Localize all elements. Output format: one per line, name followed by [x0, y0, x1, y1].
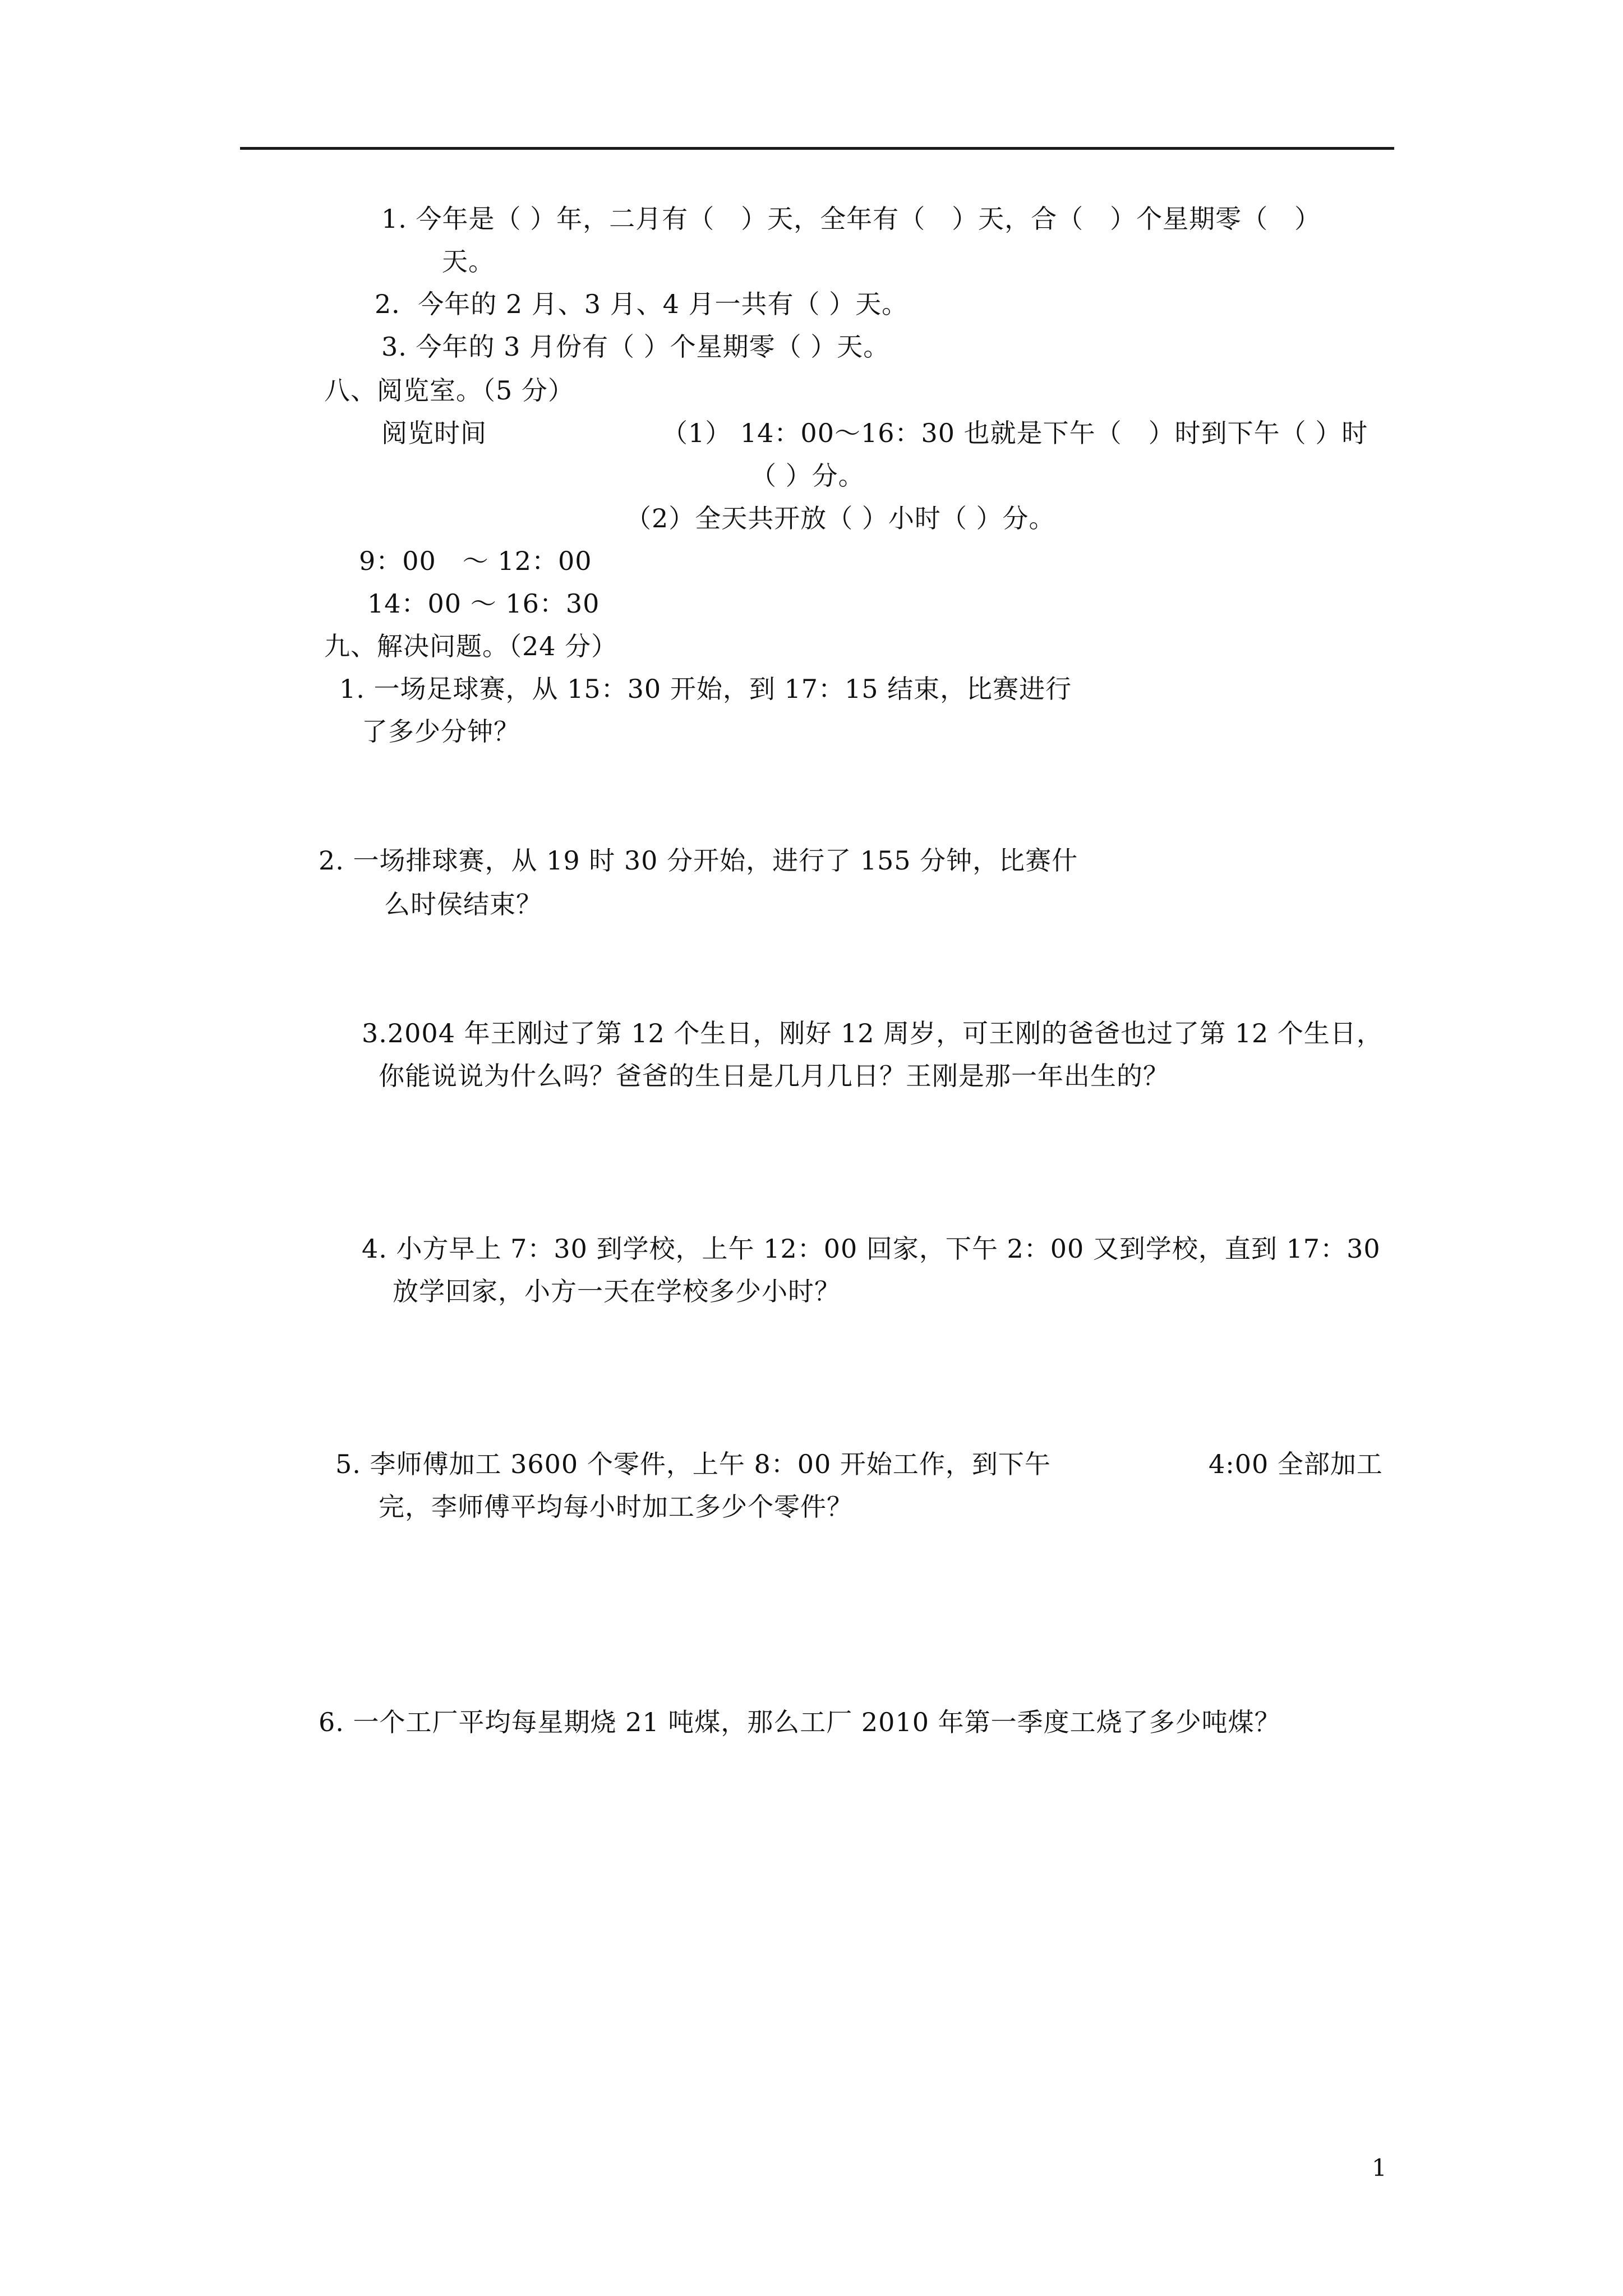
page-number: 1: [1372, 2154, 1387, 2182]
s8-table-label: 阅览时间: [381, 418, 487, 448]
s9-p3-line1: 3.2004 年王刚过了第 12 个生日，刚好 12 周岁，可王刚的爸爸也过了第 12 个生日，: [362, 1018, 1383, 1048]
s8-q2: （2）全天共开放（ ）小时（ ）分。: [625, 503, 1055, 533]
s9-p2-line2: 么时侯结束？: [384, 889, 542, 919]
s9-p6: 6. 一个工厂平均每星期烧 21 吨煤，那么工厂 2010 年第一季度工烧了多少吨煤？: [319, 1707, 1281, 1737]
header-rule: [240, 147, 1394, 150]
s8-q1-line2: （ ）分。: [750, 461, 865, 491]
s7-q3: 3. 今年的 3 月份有（ ）个星期零（ ）天。: [381, 332, 890, 362]
s9-p1-line2: 了多少分钟？: [362, 716, 520, 747]
s9-p4-line2: 放学回家，小方一天在学校多少小时？: [393, 1276, 841, 1306]
s9-p3-line2: 你能说说为什么吗？爸爸的生日是几月几日？王刚是那一年出生的？: [379, 1061, 1169, 1091]
s8-q1-line1: （1） 14：00～16：30 也就是下午（ ）时到下午（ ）时: [662, 418, 1368, 448]
s9-heading: 九、解决问题。（24 分）: [324, 631, 618, 661]
s7-q1-line2: 天。: [442, 246, 495, 277]
s8-heading: 八、阅览室。（5 分）: [324, 375, 574, 406]
s8-time2: 14：00 ～ 16：30: [367, 588, 600, 619]
s9-p5-line2: 完，李师傅平均每小时加工多少个零件？: [379, 1492, 853, 1522]
s8-time1: 9：00 ～ 12：00: [359, 546, 592, 576]
s9-p1-line1: 1. 一场足球赛，从 15：30 开始，到 17：15 结束，比赛进行: [339, 674, 1072, 704]
s7-q2: 2．今年的 2 月、3 月、4 月一共有（ ）天。: [375, 289, 909, 319]
s9-p5-line1b: 4:00 全部加工: [1209, 1449, 1383, 1479]
s9-p2-line1: 2. 一场排球赛，从 19 时 30 分开始，进行了 155 分钟，比赛什: [319, 845, 1078, 876]
s9-p5-line1a: 5. 李师傅加工 3600 个零件，上午 8：00 开始工作，到下午: [335, 1449, 1051, 1479]
s9-p4-line1: 4. 小方早上 7：30 到学校，上午 12：00 回家，下午 2：00 又到学校，直到 17：30: [362, 1234, 1381, 1264]
s7-q1-line1: 1. 今年是（ ）年，二月有（ ）天，全年有（ ）天，合（ ）个星期零（ ）: [381, 204, 1321, 234]
